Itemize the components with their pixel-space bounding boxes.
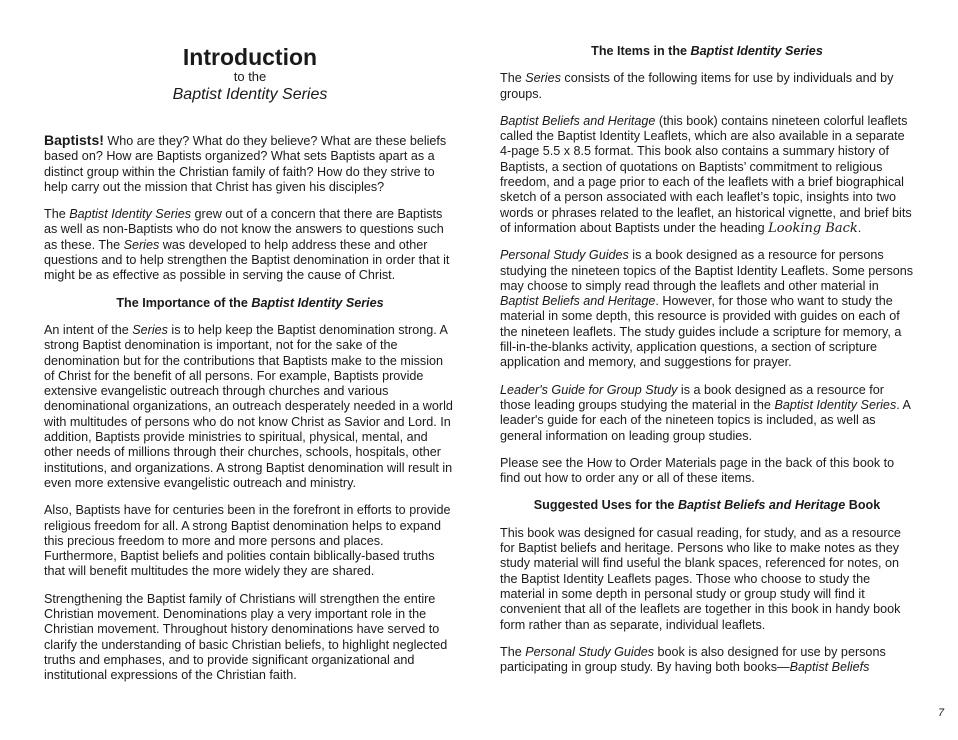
- text-run: (this book) contains nineteen colorful leaflets called the Baptist Identity Leaflets, which are also available in a separate 4-page 5.5 x 8.5 format. This book also contains a summary history of Baptists, a section of quotations on Baptists’ commitment to religious freedom, and a page prior to each of the leaflets with a brief biographical sketch of a person associated with each leaflet’s topic, insights into two words or phrases related to the leaflet, an historical vignette, and brief bits of information about Baptists under the heading: [500, 113, 912, 235]
- text-run: is a book designed as a resource for persons studying the nineteen topics of the Baptist Identity Leaflets. Some persons may choose to simply read through the leaflets and other material in: [500, 248, 914, 293]
- text-run: Personal Study Guides: [500, 248, 629, 263]
- text-run: Series: [525, 71, 561, 86]
- left-column: [44, 133, 456, 696]
- text-run: consists of the following items for use by individuals and by groups.: [500, 71, 894, 101]
- text-run: Baptist Beliefs and Heritage: [500, 113, 656, 128]
- right-column: [500, 44, 914, 687]
- text-run: grew out of a concern that there are Baptists as well as non-Baptists who do not know the answers to questions such as these. The: [44, 207, 444, 252]
- section-heading-suggested-uses: [500, 498, 914, 513]
- subtitle-to-the: to the: [233, 69, 267, 84]
- text-run: The: [500, 644, 526, 659]
- paragraph-how-to-order: Please see the How to Order Materials page in the back of this book to find out how to order any or all of these items.: [500, 455, 895, 486]
- page-title: Introduction: [182, 44, 318, 70]
- text-run: Baptist Beliefs and Heritage: [677, 498, 846, 513]
- text-run: The: [500, 71, 526, 86]
- text-run: is to help keep the Baptist denomination strong. A strong Baptist denomination is important, not for the sake of the denomination but for the contributions that Baptists make to the mission of Christ for the benefit of all persons. For example, Baptists provide extensive evangelistic outreach through churches and various denominational organizations, an outreach desperately needed in a world with multitudes of persons who do not know Christ as Savior and Lord. In addition, Baptists provide ministries to spiritual, physical, mental, and other needs of millions through their churches, schools, hospitals, other institutions, and organizations. A strong Baptist denomination will result in even more extensive evangelistic outreach and ministry.: [44, 322, 453, 490]
- paragraph-intro-text: Who are they? What do they believe? What are these beliefs based on? How are Baptists organized? What sets Baptists apart as a distinct group within the Christian family of faith? How do they strive to help carry out the mission that Christ has given his disciples?: [44, 134, 447, 194]
- text-run: .: [857, 220, 862, 235]
- paragraph-beliefs-heritage: [500, 114, 914, 236]
- text-run: Looking Back: [768, 220, 858, 236]
- text-run: Baptist Identity Series: [690, 44, 823, 58]
- text-run: Leader's Guide for Group Study: [500, 382, 678, 397]
- text-run: Baptist Beliefs: [789, 660, 870, 675]
- lead-word: Baptists!: [44, 132, 104, 148]
- text-run: Suggested Uses for the: [533, 498, 678, 513]
- text-run: Personal Study Guides: [525, 644, 655, 659]
- paragraph-intent: [44, 323, 456, 491]
- text-run: . However, for those who want to study the material in some depth, this resource is provided with guides on each of the nineteen leaflets. The study guides include a scripture for memory, a fill-in-the-blanks activity, application questions, a section of scripture application and memory, and suggestions for prayer.: [500, 294, 902, 370]
- text-run: book is also designed for use by persons participating in group study. By having both books—: [500, 644, 886, 675]
- paragraph-origin: [44, 207, 456, 283]
- text-run: Baptist Identity Series: [69, 207, 192, 222]
- text-run: Baptist Identity Series: [251, 295, 384, 310]
- text-run: . A leader's guide for each of the nineteen topics is included, as well as general information on leading group studies.: [500, 397, 911, 443]
- paragraph-strengthening: Strengthening the Baptist family of Christians will strengthen the entire Christian movement. Denominations play a very important role in the Christian movement. Throughout history denominations have served to clarify the understanding of basic Christian beliefs, to highlight neglected truths and emphases, and to provide significant organizational and institutional expressions of the Christian faith.: [44, 591, 448, 683]
- section-heading-items: [500, 44, 914, 59]
- text-run: The Items in the: [591, 44, 691, 58]
- paragraph-leaders-guide: [500, 383, 914, 444]
- text-run: was developed to help address these and other questions and to help strengthen the Baptist denomination in order that it might be as effective as possible in serving the cause of Christ.: [44, 237, 450, 283]
- paragraph-personal-study: [500, 645, 914, 676]
- section-heading-importance: [44, 296, 456, 311]
- text-run: Baptist Beliefs and Heritage: [500, 294, 656, 309]
- paragraph-series-consists: [500, 71, 914, 102]
- text-run: An intent of the: [44, 322, 133, 337]
- subtitle-series: Baptist Identity Series: [172, 86, 328, 103]
- text-run: Baptist Identity Series: [774, 397, 897, 412]
- text-run: The Importance of the: [116, 295, 252, 310]
- paragraph-freedom: Also, Baptists have for centuries been in the forefront in efforts to provide religious freedom for all. A strong Baptist denomination helps to expand this precious freedom to more and more persons and places. Furthermore, Baptist beliefs and polities contain biblically-based truths that will benefit multitudes the more widely they are shared.: [44, 503, 451, 579]
- text-run: Series: [132, 322, 168, 337]
- text-run: Series: [123, 237, 160, 252]
- paragraph-intro: [44, 133, 456, 195]
- text-run: The: [44, 207, 70, 222]
- paragraph-study-guides: [500, 248, 914, 370]
- text-run: is a book designed as a resource for those leading groups studying the material in the: [500, 382, 884, 412]
- text-run: Book: [845, 498, 881, 513]
- page-number: 7: [938, 707, 945, 719]
- paragraph-designed-for: This book was designed for casual reading, for study, and as a resource for Baptist beliefs and heritage. Persons who like to make notes as they study material will find useful the blank spaces, referenced for notes, on the Baptist Identity Leaflets pages. Those who choose to study the material in some depth in personal study or group study will find it convenient that all of the leaflets are together in this book in handy book form rather than as separate, individual leaflets.: [500, 525, 901, 632]
